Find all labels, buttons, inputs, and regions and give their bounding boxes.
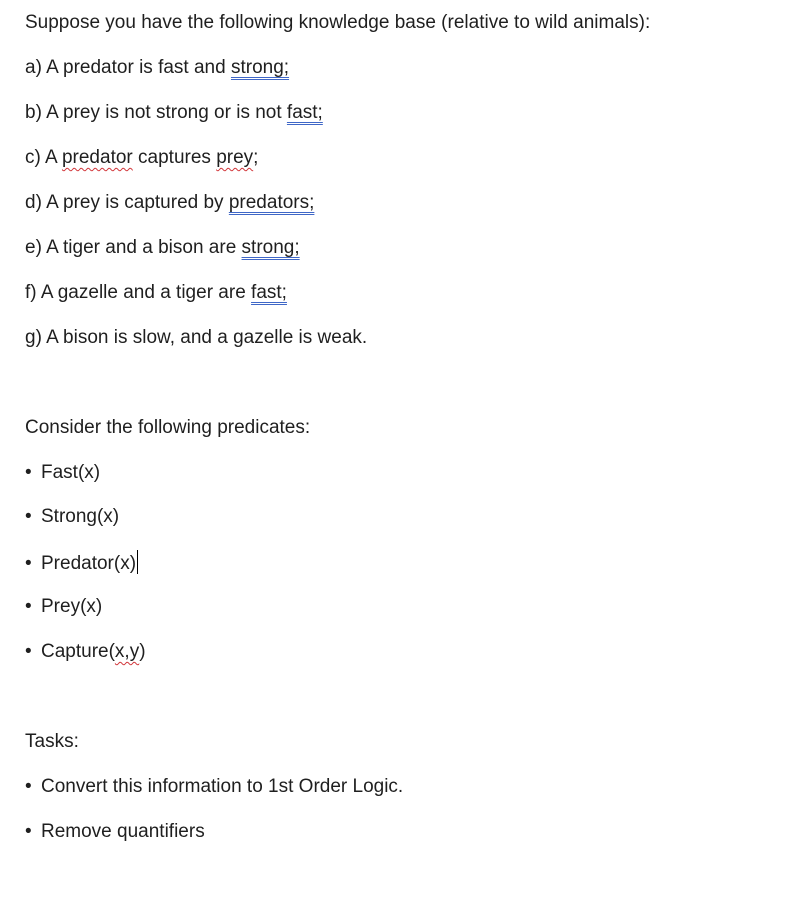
fact-c-flagged-prey[interactable]: prey (216, 147, 254, 168)
fact-c-flagged-predator[interactable]: predator (61, 147, 133, 168)
predicate-predator-text: Predator(x) (41, 553, 137, 574)
fact-a (25, 56, 289, 80)
predicate-strong (25, 505, 119, 529)
predicate-prey-text: Prey(x) (41, 596, 103, 617)
bullet-icon: • (25, 506, 32, 527)
fact-g: g) A bison is slow, and a gazelle is weak. (25, 327, 368, 348)
predicate-capture-flagged[interactable]: x,y (114, 641, 140, 662)
predicate-capture-close: ) (139, 641, 146, 662)
task-item (25, 775, 403, 799)
predicate-capture-text: Capture( (41, 641, 115, 662)
fact-c-text: c) A (25, 147, 62, 168)
bullet-icon: • (25, 596, 32, 617)
bullet-icon: • (25, 553, 32, 574)
bullet-icon: • (25, 776, 32, 797)
intro-text: Suppose you have the following knowledge base (relative to wild animals): (25, 12, 651, 33)
fact-e-text: e) A tiger and a bison are (25, 237, 242, 258)
fact-a-text: a) A predator is fast and (25, 57, 231, 78)
fact-a-flagged[interactable]: strong; (230, 57, 290, 78)
task-text: Remove quantifiers (41, 821, 205, 842)
predicate-prey (25, 595, 102, 619)
predicate-fast (25, 461, 100, 485)
text-cursor (137, 550, 138, 574)
fact-b-text: b) A prey is not strong or is not (25, 102, 287, 123)
fact-c-post: ; (253, 147, 259, 168)
fact-b-flagged[interactable]: fast; (286, 102, 323, 123)
predicate-predator (25, 550, 138, 576)
predicate-fast-text: Fast(x) (41, 462, 101, 483)
predicate-capture (25, 640, 146, 664)
predicates-heading: Consider the following predicates: (25, 417, 311, 438)
fact-c (25, 146, 258, 170)
fact-c-mid: captures (132, 147, 217, 168)
fact-f-flagged[interactable]: fast; (251, 282, 287, 303)
fact-e (25, 236, 300, 260)
fact-f-text: f) A gazelle and a tiger are (25, 282, 252, 303)
bullet-icon: • (25, 462, 32, 483)
task-item (25, 820, 205, 844)
fact-e-flagged[interactable]: strong; (241, 237, 300, 258)
bullet-icon: • (25, 641, 32, 662)
fact-b (25, 101, 323, 125)
tasks-heading: Tasks: (25, 731, 79, 752)
fact-d-flagged[interactable]: predators; (228, 192, 315, 213)
bullet-icon: • (25, 821, 32, 842)
fact-d (25, 191, 314, 215)
fact-f (25, 281, 287, 305)
fact-d-text: d) A prey is captured by (25, 192, 229, 213)
predicate-strong-text: Strong(x) (41, 506, 120, 527)
task-text: Convert this information to 1st Order Logic. (41, 776, 404, 797)
